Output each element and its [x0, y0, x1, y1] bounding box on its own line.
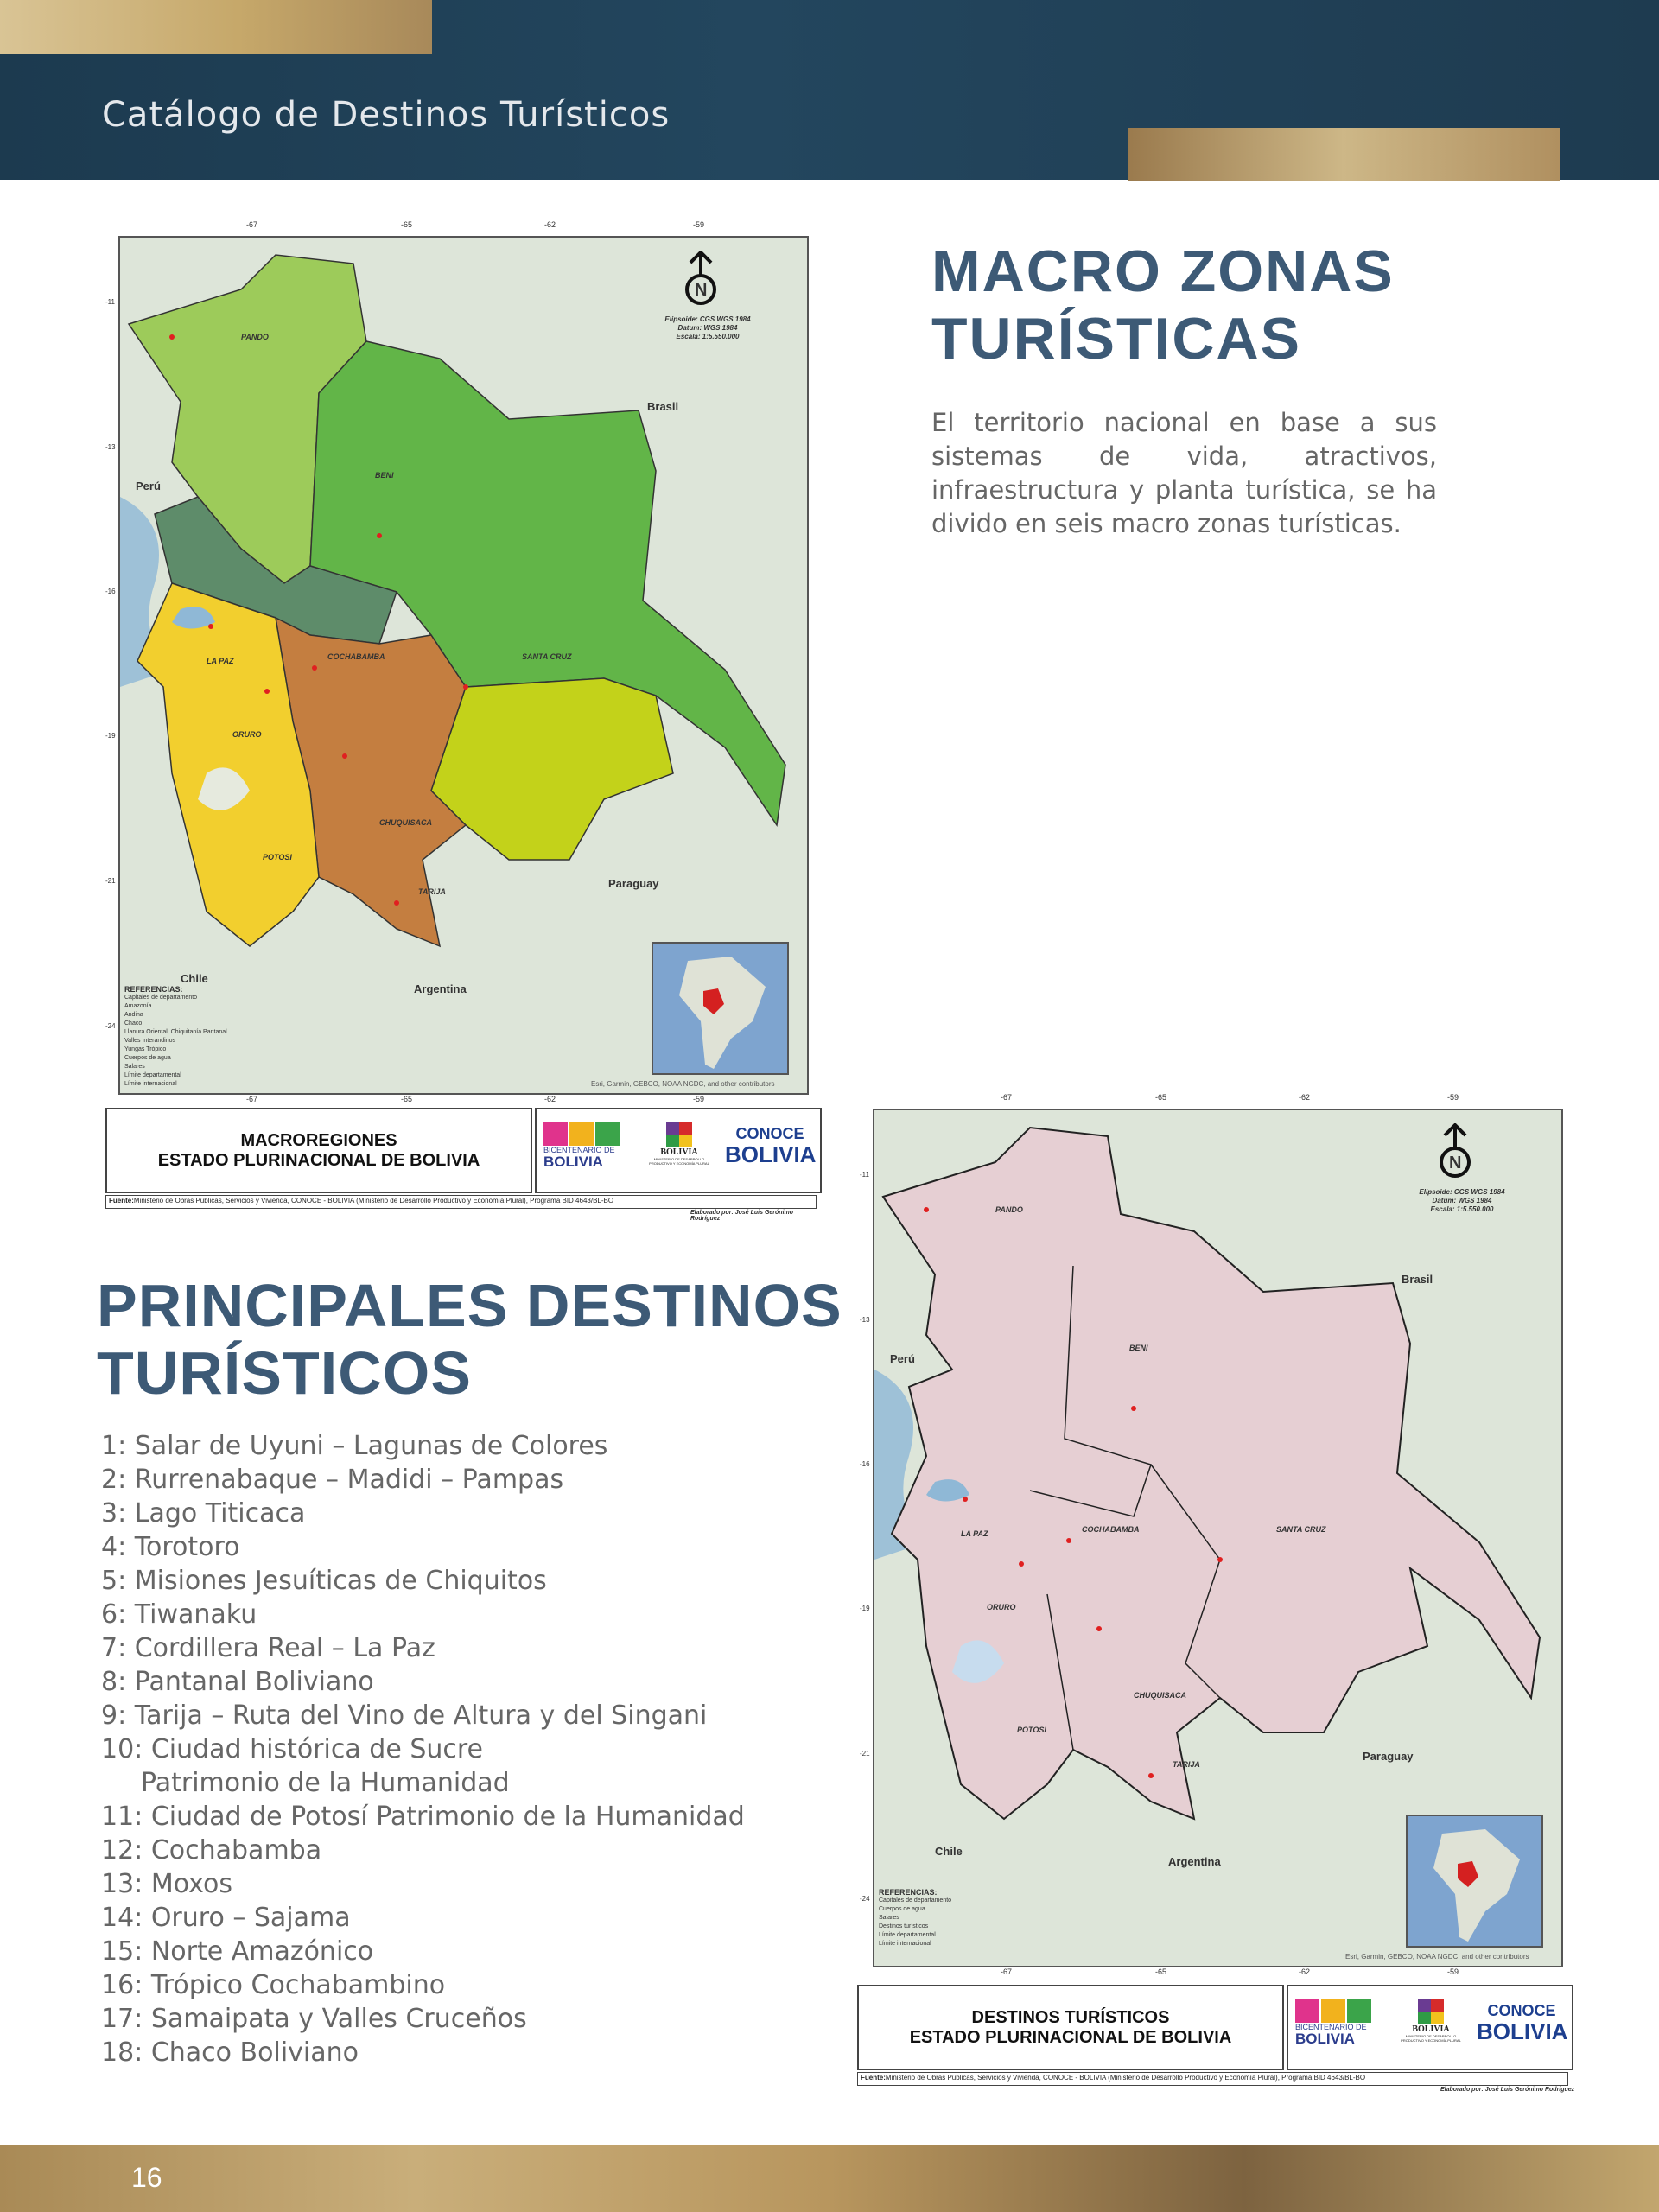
- map-tick-top: -67: [1001, 1093, 1013, 1102]
- legend-item: Amazonía: [124, 1003, 152, 1009]
- map2-title-line2: ESTADO PLURINACIONAL DE BOLIVIA: [909, 2027, 1232, 2047]
- country-label-argentina: Argentina: [1168, 1855, 1221, 1868]
- map-frame: [118, 236, 809, 1095]
- map-tick-side: -21: [105, 877, 116, 885]
- list-item: 13: Moxos: [101, 1869, 232, 1899]
- list-item: 14: Oruro – Sajama: [101, 1903, 351, 1933]
- bicentenario-logo-mark: [1295, 1999, 1378, 2023]
- dept-label: COCHABAMBA: [1082, 1525, 1140, 1534]
- dept-label: LA PAZ: [961, 1529, 988, 1538]
- north-letter: N: [695, 281, 708, 300]
- map1-title-line2: ESTADO PLURINACIONAL DE BOLIVIA: [157, 1150, 480, 1170]
- list-item-continuation: Patrimonio de la Humanidad: [141, 1768, 510, 1798]
- header-gold-accent-left: [0, 0, 432, 54]
- map-legend: [879, 1888, 951, 1948]
- legend-item: Límite internacional: [124, 1081, 177, 1087]
- scale-text: Escala: 1:5.550.000: [676, 333, 740, 340]
- legend-item: Yungas Trópico: [124, 1046, 167, 1052]
- map-tick-bottom: -59: [1447, 1967, 1459, 1976]
- map-frame: [873, 1109, 1563, 1967]
- map-tick-side: -24: [860, 1895, 870, 1903]
- country-label-chile: Chile: [935, 1845, 963, 1858]
- list-item: 4: Torotoro: [101, 1532, 240, 1562]
- south-america-inset-map: [652, 942, 789, 1075]
- page-number: 16: [131, 2162, 162, 2193]
- map-tick-top: -59: [693, 220, 705, 229]
- conoce-text: CONOCE: [735, 1125, 804, 1142]
- map-tick-top: -65: [1155, 1093, 1167, 1102]
- legend-item: Límite internacional: [879, 1941, 931, 1947]
- source-label: Fuente:: [109, 1197, 134, 1205]
- ministerio-emblem-icon: [1418, 1999, 1444, 2024]
- map-tick-top: -59: [1447, 1093, 1459, 1102]
- country-label-peru: Perú: [136, 480, 161, 493]
- map-tick-side: -24: [105, 1022, 116, 1030]
- map-legend: [124, 985, 227, 1089]
- list-item: 10: Ciudad histórica de Sucre: [101, 1734, 484, 1764]
- map-tick-side: -11: [860, 1171, 869, 1179]
- bicentenario-logo: [1295, 1999, 1378, 2046]
- map2-title-box: [857, 1985, 1284, 2070]
- ministerio-logo: [1401, 1999, 1461, 2043]
- map-projection-info: [1410, 1188, 1514, 1214]
- list-item: 11: Ciudad de Potosí Patrimonio de la Humanidad: [101, 1802, 745, 1832]
- map1-title-line1: MACROREGIONES: [240, 1130, 397, 1150]
- list-item: 8: Pantanal Boliviano: [101, 1667, 374, 1697]
- map-attribution: Esri, Garmin, GEBCO, NOAA NGDC, and other contributors: [1345, 1953, 1529, 1961]
- legend-item: Capitales de departamento: [124, 995, 198, 1001]
- list-item: 2: Rurrenabaque – Madidi – Pampas: [101, 1465, 564, 1495]
- bicentenario-big-text: BOLIVIA: [1295, 2031, 1355, 2047]
- map-tick-bottom: -65: [1155, 1967, 1167, 1976]
- list-item: 1: Salar de Uyuni – Lagunas de Colores: [101, 1431, 608, 1461]
- list-item: 17: Samaipata y Valles Cruceños: [101, 2004, 527, 2034]
- header-title: Catálogo de Destinos Turísticos: [102, 95, 671, 135]
- legend-item: Salares: [879, 1915, 899, 1921]
- dept-label: SANTA CRUZ: [522, 652, 572, 661]
- ministerio-logo: [649, 1122, 709, 1166]
- macro-zonas-description: El territorio nacional en base a sus sistemas de vida, atractivos, infraestructura y planta turística, se ha divido en seis macro zonas turísticas.: [931, 408, 1437, 538]
- legend-item: Capitales de departamento: [879, 1897, 952, 1904]
- map-tick-bottom: -59: [693, 1095, 705, 1103]
- legend-item: Llanura Oriental, Chiquitanía Pantanal: [124, 1029, 227, 1035]
- legend-item: Límite departamental: [124, 1072, 181, 1078]
- map2-title-line1: DESTINOS TURÍSTICOS: [971, 2007, 1170, 2027]
- map-tick-side: -19: [105, 732, 116, 740]
- north-letter: N: [1449, 1154, 1462, 1173]
- ellipsoid-text: Elipsoide: CGS WGS 1984: [1419, 1188, 1505, 1196]
- map-tick-side: -19: [860, 1605, 870, 1612]
- list-item: 9: Tarija – Ruta del Vino de Altura y del Singani: [101, 1700, 708, 1731]
- header-gold-accent-right: [1128, 128, 1560, 181]
- ministerio-sub-text: MINISTERIO DE DESARROLLO PRODUCTIVO Y ECONOMÍA PLURAL: [649, 1157, 709, 1166]
- dept-label: ORURO: [232, 730, 262, 739]
- legend-item: Destinos turísticos: [879, 1923, 929, 1929]
- country-label-argentina: Argentina: [414, 982, 467, 995]
- south-america-inset-map: [1406, 1815, 1543, 1948]
- source-text: Ministerio de Obras Públicas, Servicios y Vivienda, CONOCE - BOLIVIA (Ministerio de Desarrollo Productivo y Economía Plural), Programa BID 4643/BL-BO: [133, 1197, 614, 1205]
- scale-text: Escala: 1:5.550.000: [1430, 1205, 1494, 1213]
- legend-item: Chaco: [124, 1020, 143, 1027]
- conoce-text: CONOCE: [1487, 2002, 1556, 2019]
- page-footer: [0, 2145, 1659, 2212]
- macro-heading-line2: TURÍSTICAS: [931, 306, 1301, 372]
- country-label-paraguay: Paraguay: [608, 877, 659, 890]
- legend-title: REFERENCIAS:: [879, 1888, 938, 1897]
- map-tick-bottom: -62: [1299, 1967, 1311, 1976]
- dept-label: TARIJA: [1173, 1760, 1200, 1769]
- legend-item: Cuerpos de agua: [124, 1055, 171, 1061]
- map-tick-side: -13: [105, 443, 116, 451]
- map-tick-bottom: -67: [1001, 1967, 1013, 1976]
- dept-label: PANDO: [995, 1205, 1023, 1214]
- dept-label: COCHABAMBA: [327, 652, 385, 661]
- bicentenario-small-text: BICENTENARIO DE: [1295, 2023, 1367, 2031]
- list-item: 5: Misiones Jesuíticas de Chiquitos: [101, 1566, 547, 1596]
- map-tick-bottom: -67: [246, 1095, 258, 1103]
- country-label-brasil: Brasil: [1402, 1273, 1433, 1286]
- destinos-list: [101, 1429, 844, 2069]
- legend-title: REFERENCIAS:: [124, 985, 183, 994]
- conoce-bolivia-logo: [725, 1125, 815, 1166]
- ministerio-emblem-icon: [666, 1122, 692, 1147]
- map-tick-bottom: -65: [401, 1095, 413, 1103]
- bicentenario-logo-mark: [543, 1122, 626, 1146]
- map-tick-side: -21: [860, 1750, 870, 1758]
- page-header: [0, 0, 1659, 180]
- map-tick-side: -13: [860, 1316, 870, 1324]
- map1-author: Elaborado por: José Luis Gerónimo Rodríguez: [690, 1210, 794, 1222]
- map-tick-bottom: -62: [544, 1095, 556, 1103]
- dept-label: BENI: [1129, 1344, 1148, 1352]
- country-label-peru: Perú: [890, 1352, 915, 1365]
- datum-text: Datum: WGS 1984: [677, 324, 738, 332]
- ministerio-sub-text: MINISTERIO DE DESARROLLO PRODUCTIVO Y ECONOMÍA PLURAL: [1401, 2034, 1461, 2043]
- map2-author: Elaborado por: José Luis Gerónimo Rodríguez: [1440, 2087, 1575, 2093]
- macro-heading-line1: MACRO ZONAS: [931, 238, 1395, 304]
- inset-svg: [1408, 1816, 1541, 1946]
- map-tick-top: -65: [401, 220, 413, 229]
- macro-zonas-heading: [931, 238, 1467, 372]
- ministerio-text: BOLIVIA: [1412, 2024, 1450, 2034]
- bicentenario-logo: [543, 1122, 626, 1169]
- ministerio-text: BOLIVIA: [660, 1147, 698, 1157]
- list-item: 15: Norte Amazónico: [101, 1936, 374, 1967]
- map-tick-side: -16: [860, 1460, 870, 1468]
- macroregiones-map: [71, 220, 821, 1222]
- bicentenario-big-text: BOLIVIA: [543, 1154, 603, 1170]
- destinos-heading-line1: PRINCIPALES DESTINOS: [97, 1272, 842, 1339]
- legend-item: Salares: [124, 1064, 145, 1070]
- map1-logos-box: [535, 1108, 822, 1193]
- map-tick-side: -16: [105, 588, 116, 595]
- map1-title-box: [105, 1108, 532, 1193]
- list-item: 6: Tiwanaku: [101, 1599, 257, 1630]
- legend-item: Andina: [124, 1012, 143, 1018]
- map2-source-line: [857, 2072, 1568, 2086]
- source-label: Fuente:: [861, 2074, 886, 2082]
- list-item: 16: Trópico Cochabambino: [101, 1970, 446, 2000]
- source-text: Ministerio de Obras Públicas, Servicios y Vivienda, CONOCE - BOLIVIA (Ministerio de Desarrollo Productivo y Economía Plural), Programa BID 4643/BL-BO: [885, 2074, 1366, 2082]
- ellipsoid-text: Elipsoide: CGS WGS 1984: [664, 315, 751, 323]
- legend-item: Valles Interandinos: [124, 1038, 176, 1044]
- conoce-bolivia-text: BOLIVIA: [1477, 2018, 1568, 2044]
- country-label-brasil: Brasil: [647, 400, 679, 413]
- list-item: 12: Cochabamba: [101, 1835, 322, 1866]
- dept-label: POTOSI: [1017, 1726, 1046, 1734]
- legend-item: Cuerpos de agua: [879, 1906, 925, 1912]
- destinos-map: [825, 1093, 1575, 2093]
- inset-svg: [653, 944, 787, 1073]
- list-item: 3: Lago Titicaca: [101, 1498, 306, 1529]
- list-item: 7: Cordillera Real – La Paz: [101, 1633, 435, 1663]
- map-tick-top: -62: [1299, 1093, 1311, 1102]
- conoce-bolivia-text: BOLIVIA: [725, 1141, 817, 1167]
- bicentenario-small-text: BICENTENARIO DE: [543, 1146, 615, 1154]
- dept-label: TARIJA: [418, 887, 446, 896]
- destinos-heading-line2: TURÍSTICOS: [97, 1339, 472, 1407]
- dept-label: CHUQUISACA: [1134, 1691, 1187, 1700]
- dept-label: CHUQUISACA: [379, 818, 433, 827]
- map-tick-side: -11: [105, 298, 115, 306]
- datum-text: Datum: WGS 1984: [1432, 1197, 1492, 1205]
- country-label-chile: Chile: [181, 972, 208, 985]
- legend-item: Límite departamental: [879, 1932, 936, 1938]
- map-tick-top: -62: [544, 220, 556, 229]
- country-label-paraguay: Paraguay: [1363, 1750, 1414, 1763]
- dept-label: SANTA CRUZ: [1276, 1525, 1326, 1534]
- dept-label: ORURO: [987, 1603, 1016, 1611]
- dept-label: LA PAZ: [207, 657, 234, 665]
- destinos-heading: [97, 1272, 857, 1407]
- dept-label: POTOSI: [263, 853, 292, 861]
- map1-source-line: [105, 1195, 817, 1209]
- map-tick-top: -67: [246, 220, 258, 229]
- conoce-bolivia-logo: [1477, 2002, 1567, 2044]
- map2-logos-box: [1287, 1985, 1573, 2070]
- list-item: 18: Chaco Boliviano: [101, 2037, 359, 2068]
- dept-label: PANDO: [241, 333, 269, 341]
- map-attribution: Esri, Garmin, GEBCO, NOAA NGDC, and other contributors: [591, 1080, 775, 1088]
- dept-label: BENI: [375, 471, 394, 480]
- map-projection-info: [656, 315, 760, 341]
